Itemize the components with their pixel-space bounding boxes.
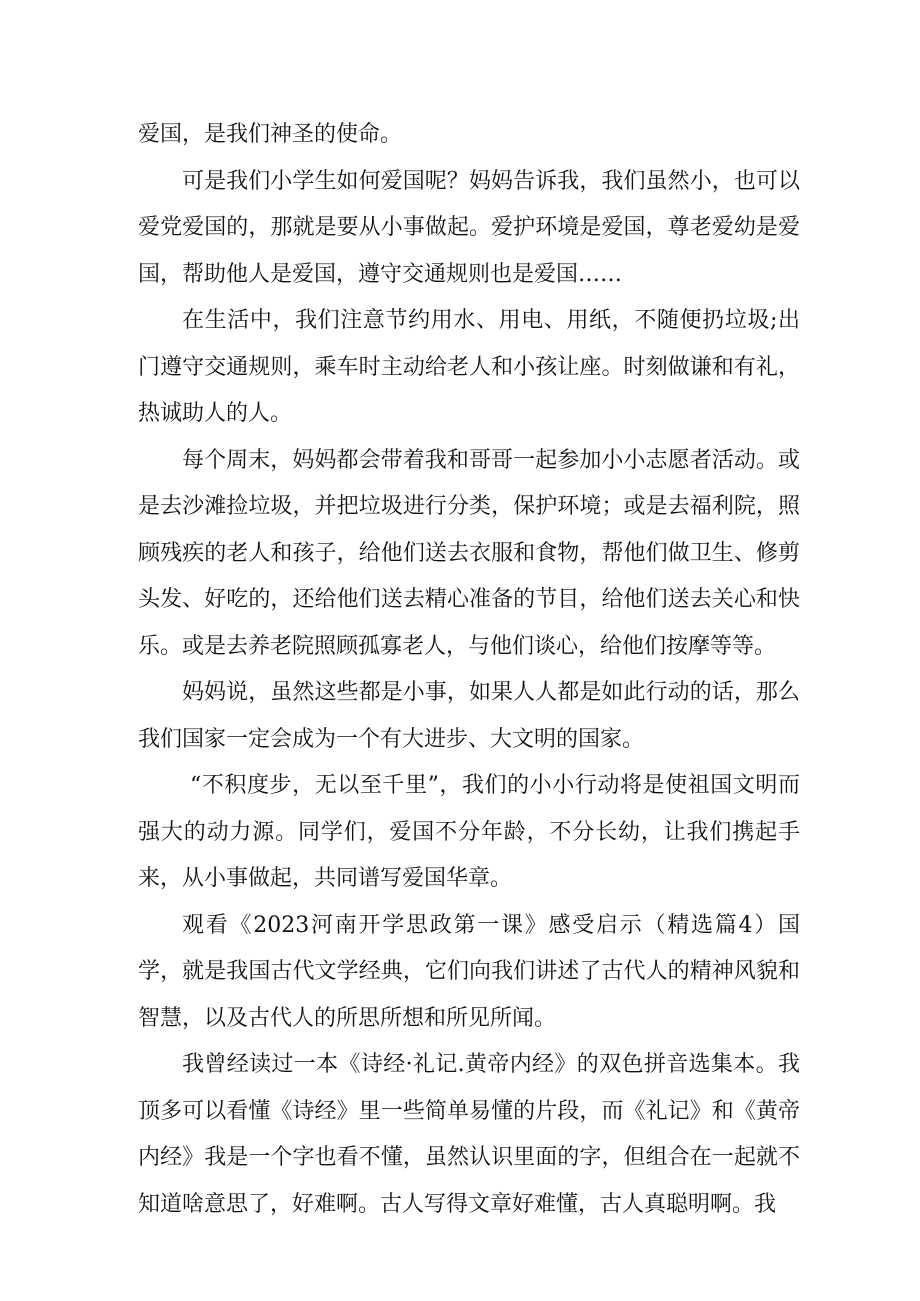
paragraph-8: 我曾经读过一本《诗经·礼记.黄帝内经》的双色拼音选集本。我顶多可以看懂《诗经》里一些简单易懂的片段，而《礼记》和《黄帝内经》我是一个字也看不懂，虽然认识里面的字，但组合在一起就不知道啥意思了，好难啊。古人写得文章好难懂，古人真聪明啊。我	[138, 1052, 800, 1217]
paragraph-3: 在生活中，我们注意节约用水、用电、用纸，不随便扔垃圾;出门遵守交通规则，乘车时主动给老人和小孩让座。时刻做谦和有礼，热诚助人的人。	[138, 308, 800, 426]
paragraph-6: “不积度步，无以至千里”，我们的小小行动将是使祖国文明而强大的动力源。同学们，爱国不分年龄，不分长幼，让我们携起手来，从小事做起，共同谱写爱国华章。	[138, 773, 800, 891]
paragraph-4: 每个周末，妈妈都会带着我和哥哥一起参加小小志愿者活动。或是去沙滩捡垃圾，并把垃圾进行分类，保护环境；或是去福利院，照顾残疾的老人和孩子，给他们送去衣服和食物，帮他们做卫生、修剪头发、好吃的，还给他们送去精心准备的节目，给他们送去关心和快乐。或是去养老院照顾孤寡老人，与他们谈心，给他们按摩等等。	[138, 447, 800, 659]
document-page	[138, 112, 800, 1228]
paragraph-5: 妈妈说，虽然这些都是小事，如果人人都是如此行动的话，那么我们国家一定会成为一个有大进步、大文明的国家。	[138, 680, 800, 752]
paragraph-7: 观看《2023河南开学思政第一课》感受启示（精选篇4）国学，就是我国古代文学经典，它们向我们讲述了古代人的精神风貌和智慧，以及古代人的所思所想和所见所闻。	[138, 912, 800, 1031]
paragraph-2: 可是我们小学生如何爱国呢？妈妈告诉我，我们虽然小，也可以爱党爱国的，那就是要从小事做起。爱护环境是爱国，尊老爱幼是爱国，帮助他人是爱国，遵守交通规则也是爱国……	[138, 168, 800, 287]
paragraph-1: 爱国，是我们神圣的使命。	[138, 122, 403, 147]
